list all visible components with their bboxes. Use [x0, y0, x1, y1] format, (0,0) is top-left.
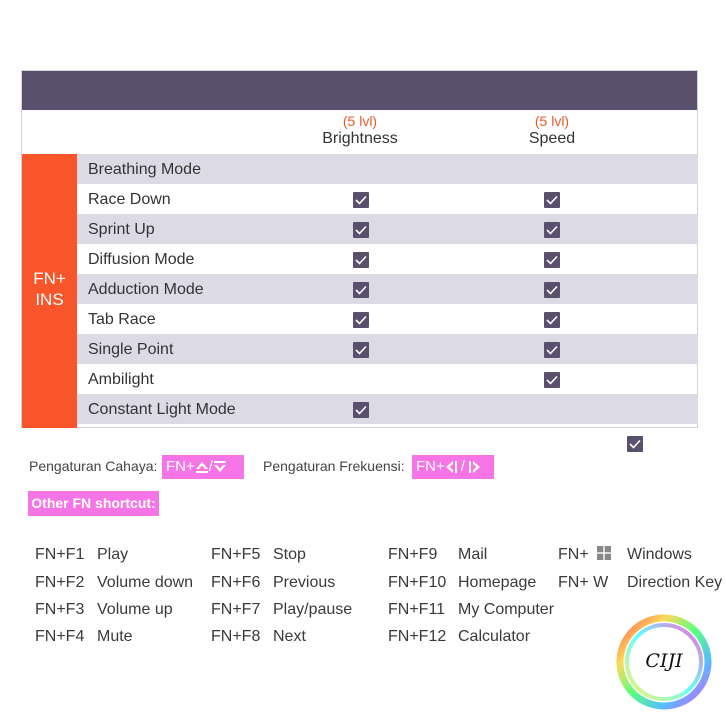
speed-checked-icon [544, 342, 560, 358]
table-header-bar [22, 71, 697, 110]
speed-level: (5 lvl) [534, 113, 570, 129]
mode-label: Sprint Up [88, 221, 155, 238]
frequency-key-sep: / [460, 458, 465, 475]
speed-checked-icon [544, 192, 560, 208]
shortcut-key: FN+F8 [211, 628, 261, 645]
speed-checked-icon [544, 312, 560, 328]
direction-shortcut-action: Direction Key [627, 574, 723, 591]
brightness-column-header [280, 113, 440, 149]
frequency-key-text: FN+ [416, 458, 445, 475]
mode-row [77, 184, 698, 214]
other-fn-shortcut-title: Other FN shortcut: [28, 491, 159, 516]
lighting-setting-label: Pengaturan Cahaya: [29, 458, 158, 474]
brightness-checked-icon [353, 252, 369, 268]
brightness-checked-icon [353, 222, 369, 238]
mode-row [77, 244, 698, 274]
shortcut-key: FN+F6 [211, 574, 261, 591]
checked-box-icon [627, 436, 643, 452]
shortcut-key: FN+F2 [35, 574, 85, 591]
speed-column-header [472, 113, 632, 149]
speed-checked-icon [544, 282, 560, 298]
shortcut-key: FN+F7 [211, 601, 261, 618]
direction-shortcut-key: FN+ W [558, 574, 609, 591]
mode-row [77, 304, 698, 334]
brightness-checked-icon [353, 312, 369, 328]
brightness-checked-icon [353, 402, 369, 418]
frequency-setting-label: Pengaturan Frekuensi: [263, 458, 405, 474]
shortcut-key: FN+F12 [388, 628, 447, 645]
frequency-setting-key [412, 455, 494, 479]
arrow-left-icon [445, 460, 461, 474]
fn-ins-line1: FN+ [33, 269, 66, 288]
fn-ins-line2: INS [35, 290, 64, 309]
mode-row [77, 154, 698, 184]
shortcut-action: Homepage [458, 574, 537, 591]
mode-row [77, 214, 698, 244]
shortcut-action: Volume up [97, 601, 173, 618]
mode-row [77, 334, 698, 364]
mode-row [77, 274, 698, 304]
lighting-key-text: FN+ [166, 458, 195, 475]
arrow-right-icon [465, 460, 481, 474]
shortcut-key: FN+F3 [35, 601, 85, 618]
brightness-label: Brightness [322, 130, 398, 147]
shortcut-action: Volume down [97, 574, 194, 591]
brightness-checked-icon [353, 192, 369, 208]
shortcut-key: FN+F10 [388, 574, 447, 591]
mode-label: Diffusion Mode [88, 251, 195, 268]
shortcut-key: FN+F5 [211, 546, 261, 563]
lighting-key-sep: / [208, 458, 213, 475]
mode-label: Tab Race [88, 311, 156, 328]
shortcut-action: Previous [273, 574, 336, 591]
fn-ins-cell [22, 154, 77, 428]
shortcut-key: FN+F1 [35, 546, 85, 563]
arrow-down-icon [213, 460, 227, 474]
shortcut-key: FN+F9 [388, 546, 438, 563]
shortcut-action: Play [97, 546, 129, 563]
shortcut-action: Next [273, 628, 306, 645]
shortcut-action: Stop [273, 546, 306, 563]
mode-label: Ambilight [88, 371, 154, 388]
windows-shortcut-key [558, 546, 611, 564]
mode-label: Race Down [88, 191, 171, 208]
ciji-logo-text: CIJI [645, 650, 683, 672]
ciji-logo [614, 612, 714, 712]
mode-label: Single Point [88, 341, 174, 358]
mode-label: Breathing Mode [88, 161, 201, 178]
brightness-checked-icon [353, 342, 369, 358]
brightness-checked-icon [353, 282, 369, 298]
windows-icon [597, 546, 611, 560]
mode-row [77, 394, 698, 424]
shortcut-key: FN+F4 [35, 628, 85, 645]
arrow-up-icon [195, 460, 209, 474]
mode-label: Adduction Mode [88, 281, 204, 298]
lighting-mode-table [21, 70, 698, 428]
shortcut-action: Play/pause [273, 601, 353, 618]
lighting-setting-key [162, 455, 244, 479]
brightness-level: (5 lvl) [342, 113, 378, 129]
speed-label: Speed [528, 130, 576, 147]
shortcut-action: Mute [97, 628, 133, 645]
speed-checked-icon [544, 222, 560, 238]
shortcut-action: Mail [458, 546, 488, 563]
speed-checked-icon [544, 372, 560, 388]
mode-row [77, 364, 698, 394]
speed-checked-icon [544, 252, 560, 268]
mode-label: Constant Light Mode [88, 401, 236, 418]
shortcut-action: Calculator [458, 628, 531, 645]
shortcut-key: FN+F11 [388, 601, 446, 618]
windows-shortcut-action: Windows [627, 546, 692, 563]
shortcut-action: My Computer [458, 601, 555, 618]
windows-shortcut-key-text: FN+ [558, 546, 589, 563]
